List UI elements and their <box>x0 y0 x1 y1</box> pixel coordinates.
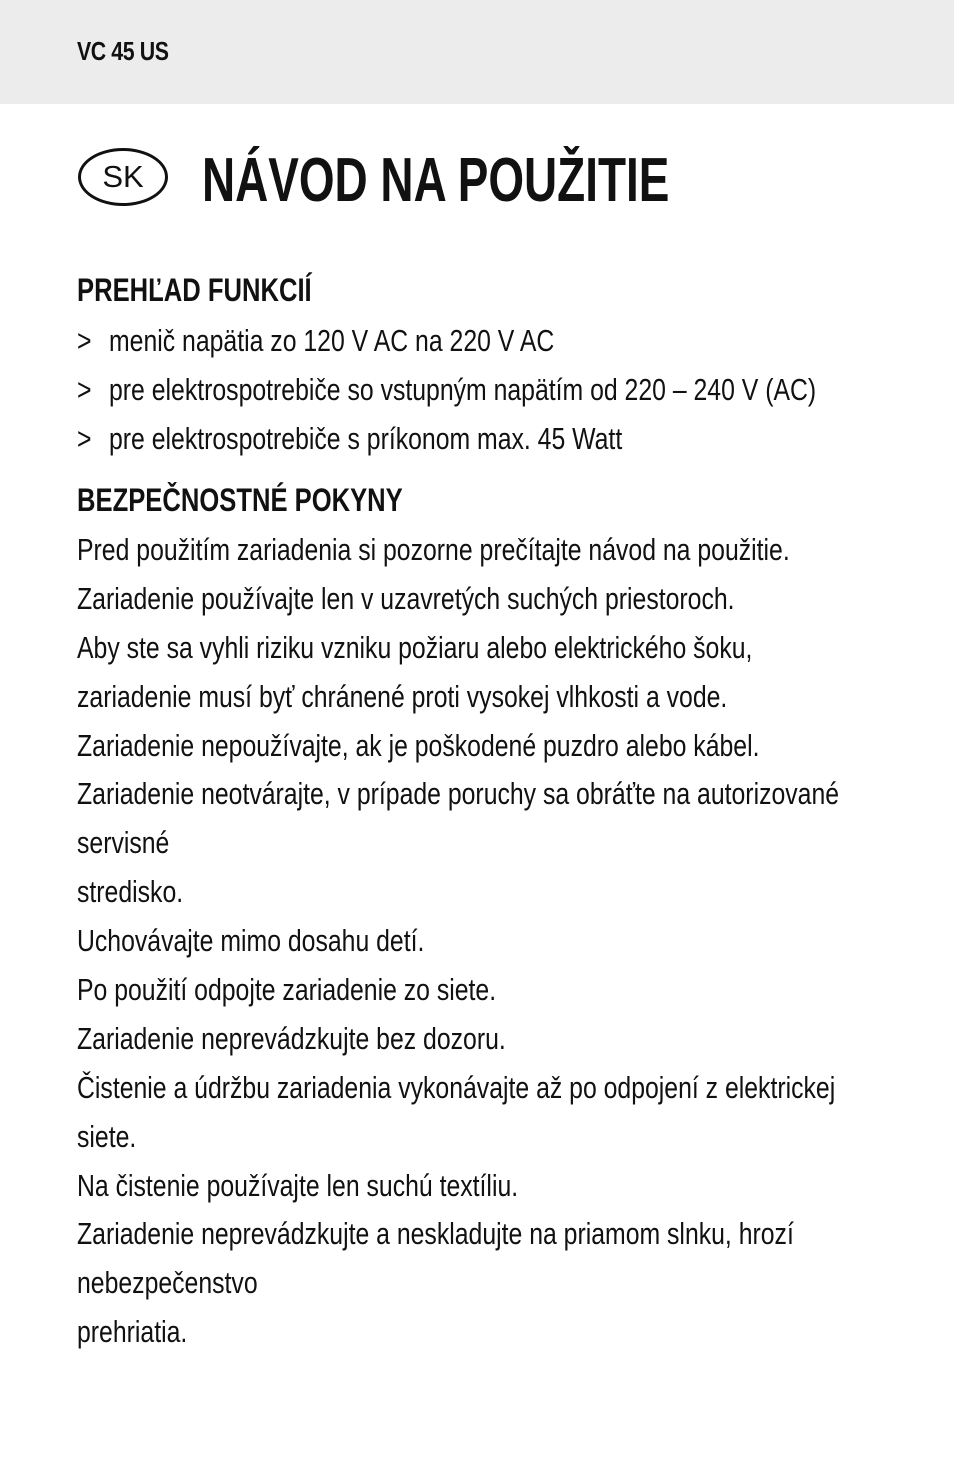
safety-instructions <box>77 526 954 1357</box>
model-number: VC 45 US <box>77 36 169 66</box>
features-list <box>77 316 954 463</box>
safety-line: nebezpečenstvo <box>77 1265 258 1301</box>
list-item-text: pre elektrospotrebiče s príkonom max. 45 Watt <box>109 421 623 456</box>
language-badge <box>78 148 168 206</box>
page-title: NÁVOD NA POUŽITIE <box>202 146 670 215</box>
safety-line: Uchovávajte mimo dosahu detí. <box>77 923 425 959</box>
list-item <box>77 414 816 463</box>
safety-line: Aby ste sa vyhli riziku vzniku požiaru alebo elektrického šoku, <box>77 629 753 665</box>
safety-line: Čistenie a údržbu zariadenia vykonávajte až po odpojení z elektrickej <box>77 1069 836 1105</box>
safety-line: Pred použitím zariadenia si pozorne prečítajte návod na použitie. <box>77 532 790 567</box>
list-item-text: pre elektrospotrebiče so vstupným napätím od 220 – 240 V (AC) <box>109 372 817 407</box>
safety-line: servisné <box>77 825 170 861</box>
safety-line: stredisko. <box>77 874 184 910</box>
bullet-marker: > <box>77 421 92 456</box>
safety-heading: BEZPEČNOSTNÉ POKYNY <box>77 482 403 518</box>
header-band <box>0 0 954 104</box>
safety-line: Zariadenie používajte len v uzavretých suchých priestoroch. <box>77 580 735 616</box>
bullet-marker: > <box>77 323 92 358</box>
bullet-marker: > <box>77 372 92 407</box>
safety-line: Zariadenie neprevádzkujte a neskladujte na priamom slnku, hrozí <box>77 1216 794 1252</box>
list-item <box>77 365 816 414</box>
language-code: SK <box>102 159 144 194</box>
safety-line: prehriatia. <box>77 1314 188 1350</box>
list-item-text: menič napätia zo 120 V AC na 220 V AC <box>109 323 555 358</box>
safety-line: Po použití odpojte zariadenie zo siete. <box>77 972 497 1008</box>
safety-line: Zariadenie neprevádzkujte bez dozoru. <box>77 1020 506 1056</box>
safety-line: siete. <box>77 1118 137 1154</box>
list-item <box>77 316 816 365</box>
safety-line: zariadenie musí byť chránené proti vysokej vlhkosti a vode. <box>77 678 728 714</box>
safety-line: Na čistenie používajte len suchú textíliu. <box>77 1167 519 1203</box>
safety-line: Zariadenie neotvárajte, v prípade poruchy sa obráťte na autorizované <box>77 776 840 812</box>
features-heading: PREHĽAD FUNKCIÍ <box>77 272 312 308</box>
safety-line: Zariadenie nepoužívajte, ak je poškodené puzdro alebo kábel. <box>77 727 760 763</box>
